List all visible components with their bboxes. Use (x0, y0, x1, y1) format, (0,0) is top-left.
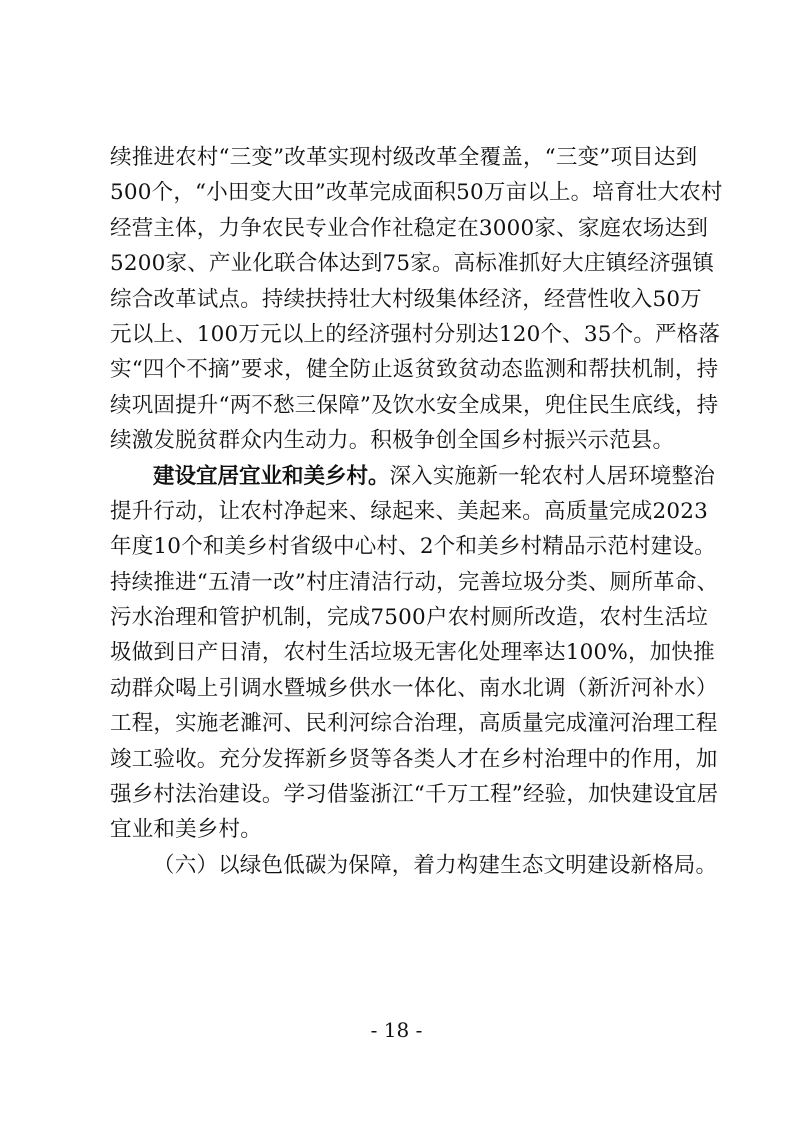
text-line: 续推进农村“三变”改革实现村级改革全覆盖，“三变”项目达到 (110, 145, 698, 170)
text-line: 元以上、100万元以上的经济强村分别达120个、35个。严格落 (110, 321, 721, 347)
text-line: 提升行动，让农村净起来、绿起来、美起来。高质量完成2023 (110, 498, 709, 524)
text-line: 年度10个和美乡村省级中心村、2个和美乡村精品示范村建设。 (110, 534, 716, 560)
text-line (110, 459, 716, 494)
text-line: 实“四个不摘”要求，健全防止返贫致贫动态监测和帮扶机制，持 (110, 357, 719, 383)
heading-continuation: 深入实施新一轮农村人居环境整治 (389, 463, 716, 489)
paragraph-heading: 建设宜居宜业和美乡村。 (153, 463, 390, 489)
text-line: 圾做到日产日清，农村生活垃圾无害化处理率达100%，加快推 (110, 640, 715, 666)
text-line: 500个，“小田变大田”改革完成面积50万亩以上。培育壮大农村 (110, 180, 723, 206)
text-line: 续激发脱贫群众内生动力。积极争创全国乡村振兴示范县。 (110, 428, 675, 454)
text-line: 竣工验收。充分发挥新乡贤等各类人才在乡村治理中的作用，加 (110, 746, 718, 772)
text-line: 持续推进“五清一改”村庄清洁行动，完善垃圾分类、厕所革命、 (110, 569, 719, 595)
text-line: 强乡村法治建设。学习借鉴浙江“千万工程”经验，加快建设宜居 (110, 782, 719, 808)
text-line: 工程，实施老濉河、民利河综合治理，高质量完成潼河治理工程 (110, 711, 718, 737)
text-line: 5200家、产业化联合体达到75家。高标准抓好大庄镇经济强镇 (110, 251, 715, 277)
text-line: 动群众喝上引调水暨城乡供水一体化、南水北调（新沂河补水） (110, 675, 718, 701)
text-line: 宜业和美乡村。 (110, 817, 262, 843)
text-line: 经营主体，力争农民专业合作社稳定在3000家、家庭农场达到 (110, 215, 709, 241)
paragraph-rural-reform (110, 140, 723, 459)
section-heading-green-lowcarbon (110, 848, 718, 883)
page-number: - 18 - (370, 1018, 423, 1042)
text-line: 污水治理和管护机制，完成7500户农村厕所改造，农村生活垃 (110, 605, 709, 631)
text-line: 续巩固提升“两不愁三保障”及饮水安全成果，兜住民生底线，持 (110, 392, 719, 418)
section-heading: （六）以绿色低碳为保障，着力构建生态文明建设新格局。 (153, 852, 718, 878)
paragraph-livable-village (110, 459, 719, 848)
body-text (110, 140, 723, 883)
text-line: 综合改革试点。持续扶持壮大村级集体经济，经营性收入50万 (110, 286, 702, 312)
